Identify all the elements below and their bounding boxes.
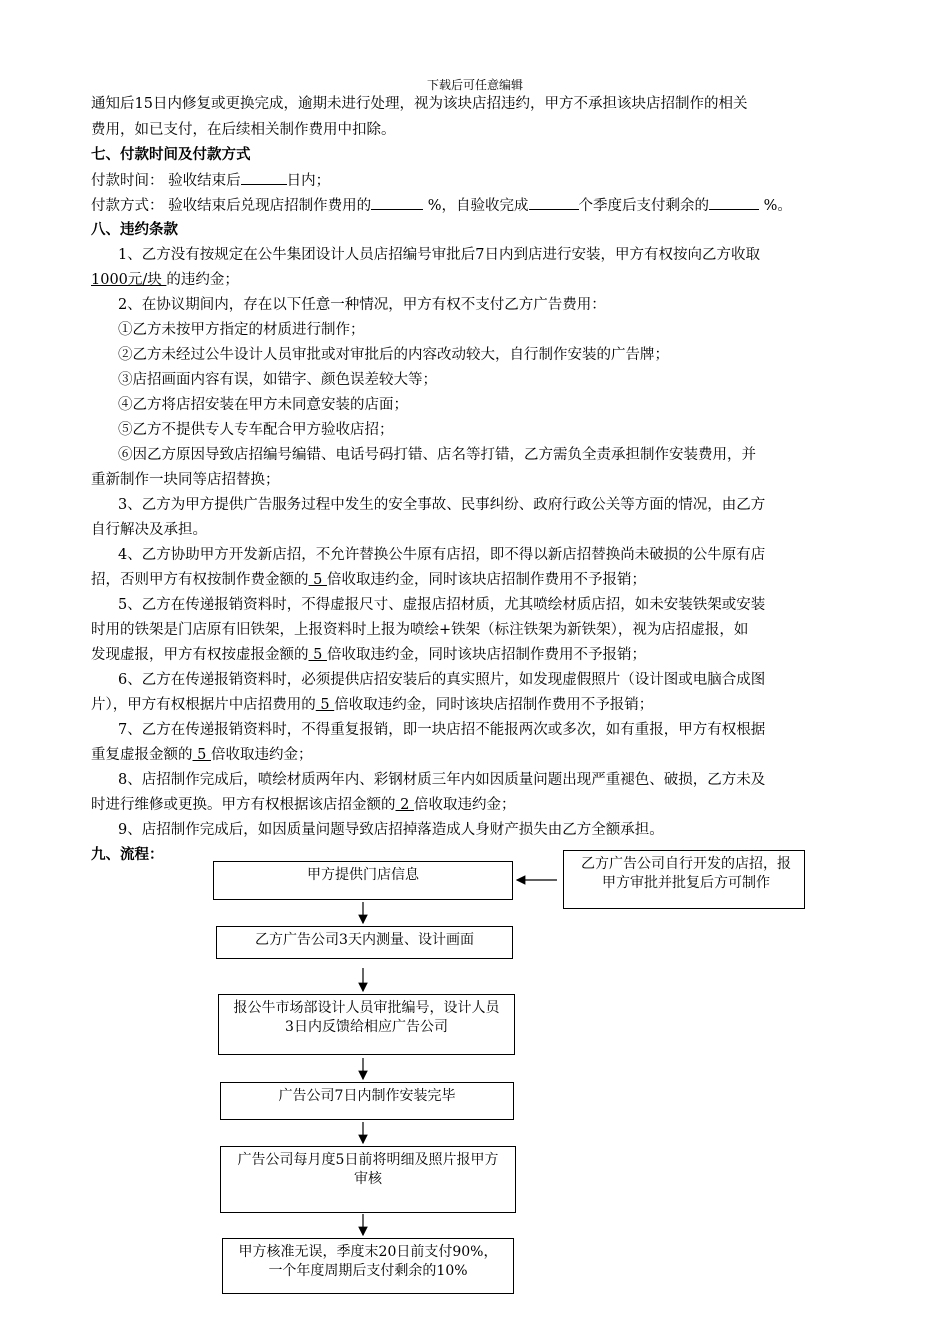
clause-2-item: ①乙方未按甲方指定的材质进行制作； bbox=[118, 322, 365, 338]
clause-4-cont: 招，否则甲方有权按制作费金额的 5 倍收取违约金，同时该块店招制作费用不予报销； bbox=[91, 572, 646, 588]
clause-5: 5、乙方在传递报销资料时，不得虚报尺寸、虚报店招材质，尤其喷绘材质店招，如未安装铁架或安装 bbox=[118, 597, 766, 613]
clause-2-item: ②乙方未经过公牛设计人员审批或对审批后的内容改动较大，自行制作安装的广告牌； bbox=[118, 347, 669, 363]
clause-6-cont: 片），甲方有权根据片中店招费用的 5 倍收取违约金，同时该块店招制作费用不予报销； bbox=[91, 697, 654, 713]
flow-box-provide-store-info: 甲方提供门店信息 bbox=[213, 861, 513, 900]
payment-method-line: 付款方式： 验收结束后兑现店招制作费用的 %，自验收完成 个季度后支付剩余的 %。 bbox=[91, 195, 792, 216]
flow-box-measure-design: 乙方广告公司3天内测量、设计画面 bbox=[216, 926, 513, 959]
clause-8-cont: 时进行维修或更换。甲方有权根据该店招金额的 2 倍收取违约金； bbox=[91, 797, 516, 813]
clause-1-cont: 1000元/块 的违约金； bbox=[91, 272, 239, 288]
flow-box-payment-approval: 甲方核准无误，季度末20日前支付90%，一个年度周期后支付剩余的10% bbox=[222, 1238, 514, 1294]
section-9-heading: 九、流程： bbox=[91, 846, 164, 863]
payment-time-line: 付款时间： 验收结束后 日内； bbox=[91, 170, 330, 191]
clause-3: 3、乙方为甲方提供广告服务过程中发生的安全事故、民事纠纷、政府行政公关等方面的情况，由乙方 bbox=[118, 497, 766, 513]
text-line: 费用，如已支付，在后续相关制作费用中扣除。 bbox=[91, 122, 396, 138]
clause-2-item: ③店招画面内容有误，如错字、颜色误差较大等； bbox=[118, 372, 437, 388]
clause-2-item-cont: 重新制作一块同等店招替换； bbox=[91, 472, 280, 488]
clause-8: 8、店招制作完成后，喷绘材质两年内、彩钢材质三年内如因质量问题出现严重褪色、破损，乙方未及 bbox=[118, 772, 766, 788]
flow-side-box-self-developed: 乙方广告公司自行开发的店招，报甲方审批并批复后方可制作 bbox=[563, 850, 805, 909]
page-header: 下载后可任意编辑 bbox=[426, 78, 523, 92]
clause-7-cont: 重复虚报金额的 5 倍收取违约金； bbox=[91, 747, 313, 763]
clause-5-cont: 时用的铁架是门店原有旧铁架，上报资料时上报为喷绘+铁架（标注铁架为新铁架），视为店招虚报，如 bbox=[91, 622, 749, 638]
clause-2: 2、在协议期间内，存在以下任意一种情况，甲方有权不支付乙方广告费用： bbox=[118, 297, 606, 313]
clause-2-item: ⑥因乙方原因导致店招编号编错、电话号码打错、店名等打错，乙方需负全责承担制作安装费用，并 bbox=[118, 447, 756, 463]
section-7-heading: 七、付款时间及付款方式 bbox=[91, 146, 251, 163]
flow-box-production-install: 广告公司7日内制作安装完毕 bbox=[220, 1082, 514, 1120]
clause-1: 1、乙方没有按规定在公牛集团设计人员店招编号审批后7日内到店进行安装，甲方有权按向乙方收取 bbox=[118, 247, 760, 263]
clause-6: 6、乙方在传递报销资料时，必须提供店招安装后的真实照片，如发现虚假照片（设计图或电脑合成图 bbox=[118, 672, 766, 688]
clause-5-cont: 发现虚报，甲方有权按虚报金额的 5 倍收取违约金，同时该块店招制作费用不予报销； bbox=[91, 647, 646, 663]
clause-2-item: ⑤乙方不提供专人专车配合甲方验收店招； bbox=[118, 422, 394, 438]
flow-box-approval-number: 报公牛市场部设计人员审批编号，设计人员3日内反馈给相应广告公司 bbox=[218, 994, 515, 1055]
flow-box-monthly-report: 广告公司每月度5日前将明细及照片报甲方审核 bbox=[220, 1146, 516, 1213]
clause-9: 9、店招制作完成后，如因质量问题导致店招掉落造成人身财产损失由乙方全额承担。 bbox=[118, 822, 664, 838]
section-8-heading: 八、违约条款 bbox=[91, 221, 178, 238]
clause-4: 4、乙方协助甲方开发新店招，不允许替换公牛原有店招，即不得以新店招替换尚未破损的公牛原有店 bbox=[118, 547, 766, 563]
clause-2-item: ④乙方将店招安装在甲方未同意安装的店面； bbox=[118, 397, 408, 413]
text-line: 通知后15日内修复或更换完成，逾期未进行处理，视为该块店招违约，甲方不承担该块店招制作的相关 bbox=[91, 96, 748, 112]
clause-3-cont: 自行解决及承担。 bbox=[91, 522, 207, 538]
clause-7: 7、乙方在传递报销资料时，不得重复报销，即一块店招不能报两次或多次，如有重报，甲方有权根据 bbox=[118, 722, 766, 738]
